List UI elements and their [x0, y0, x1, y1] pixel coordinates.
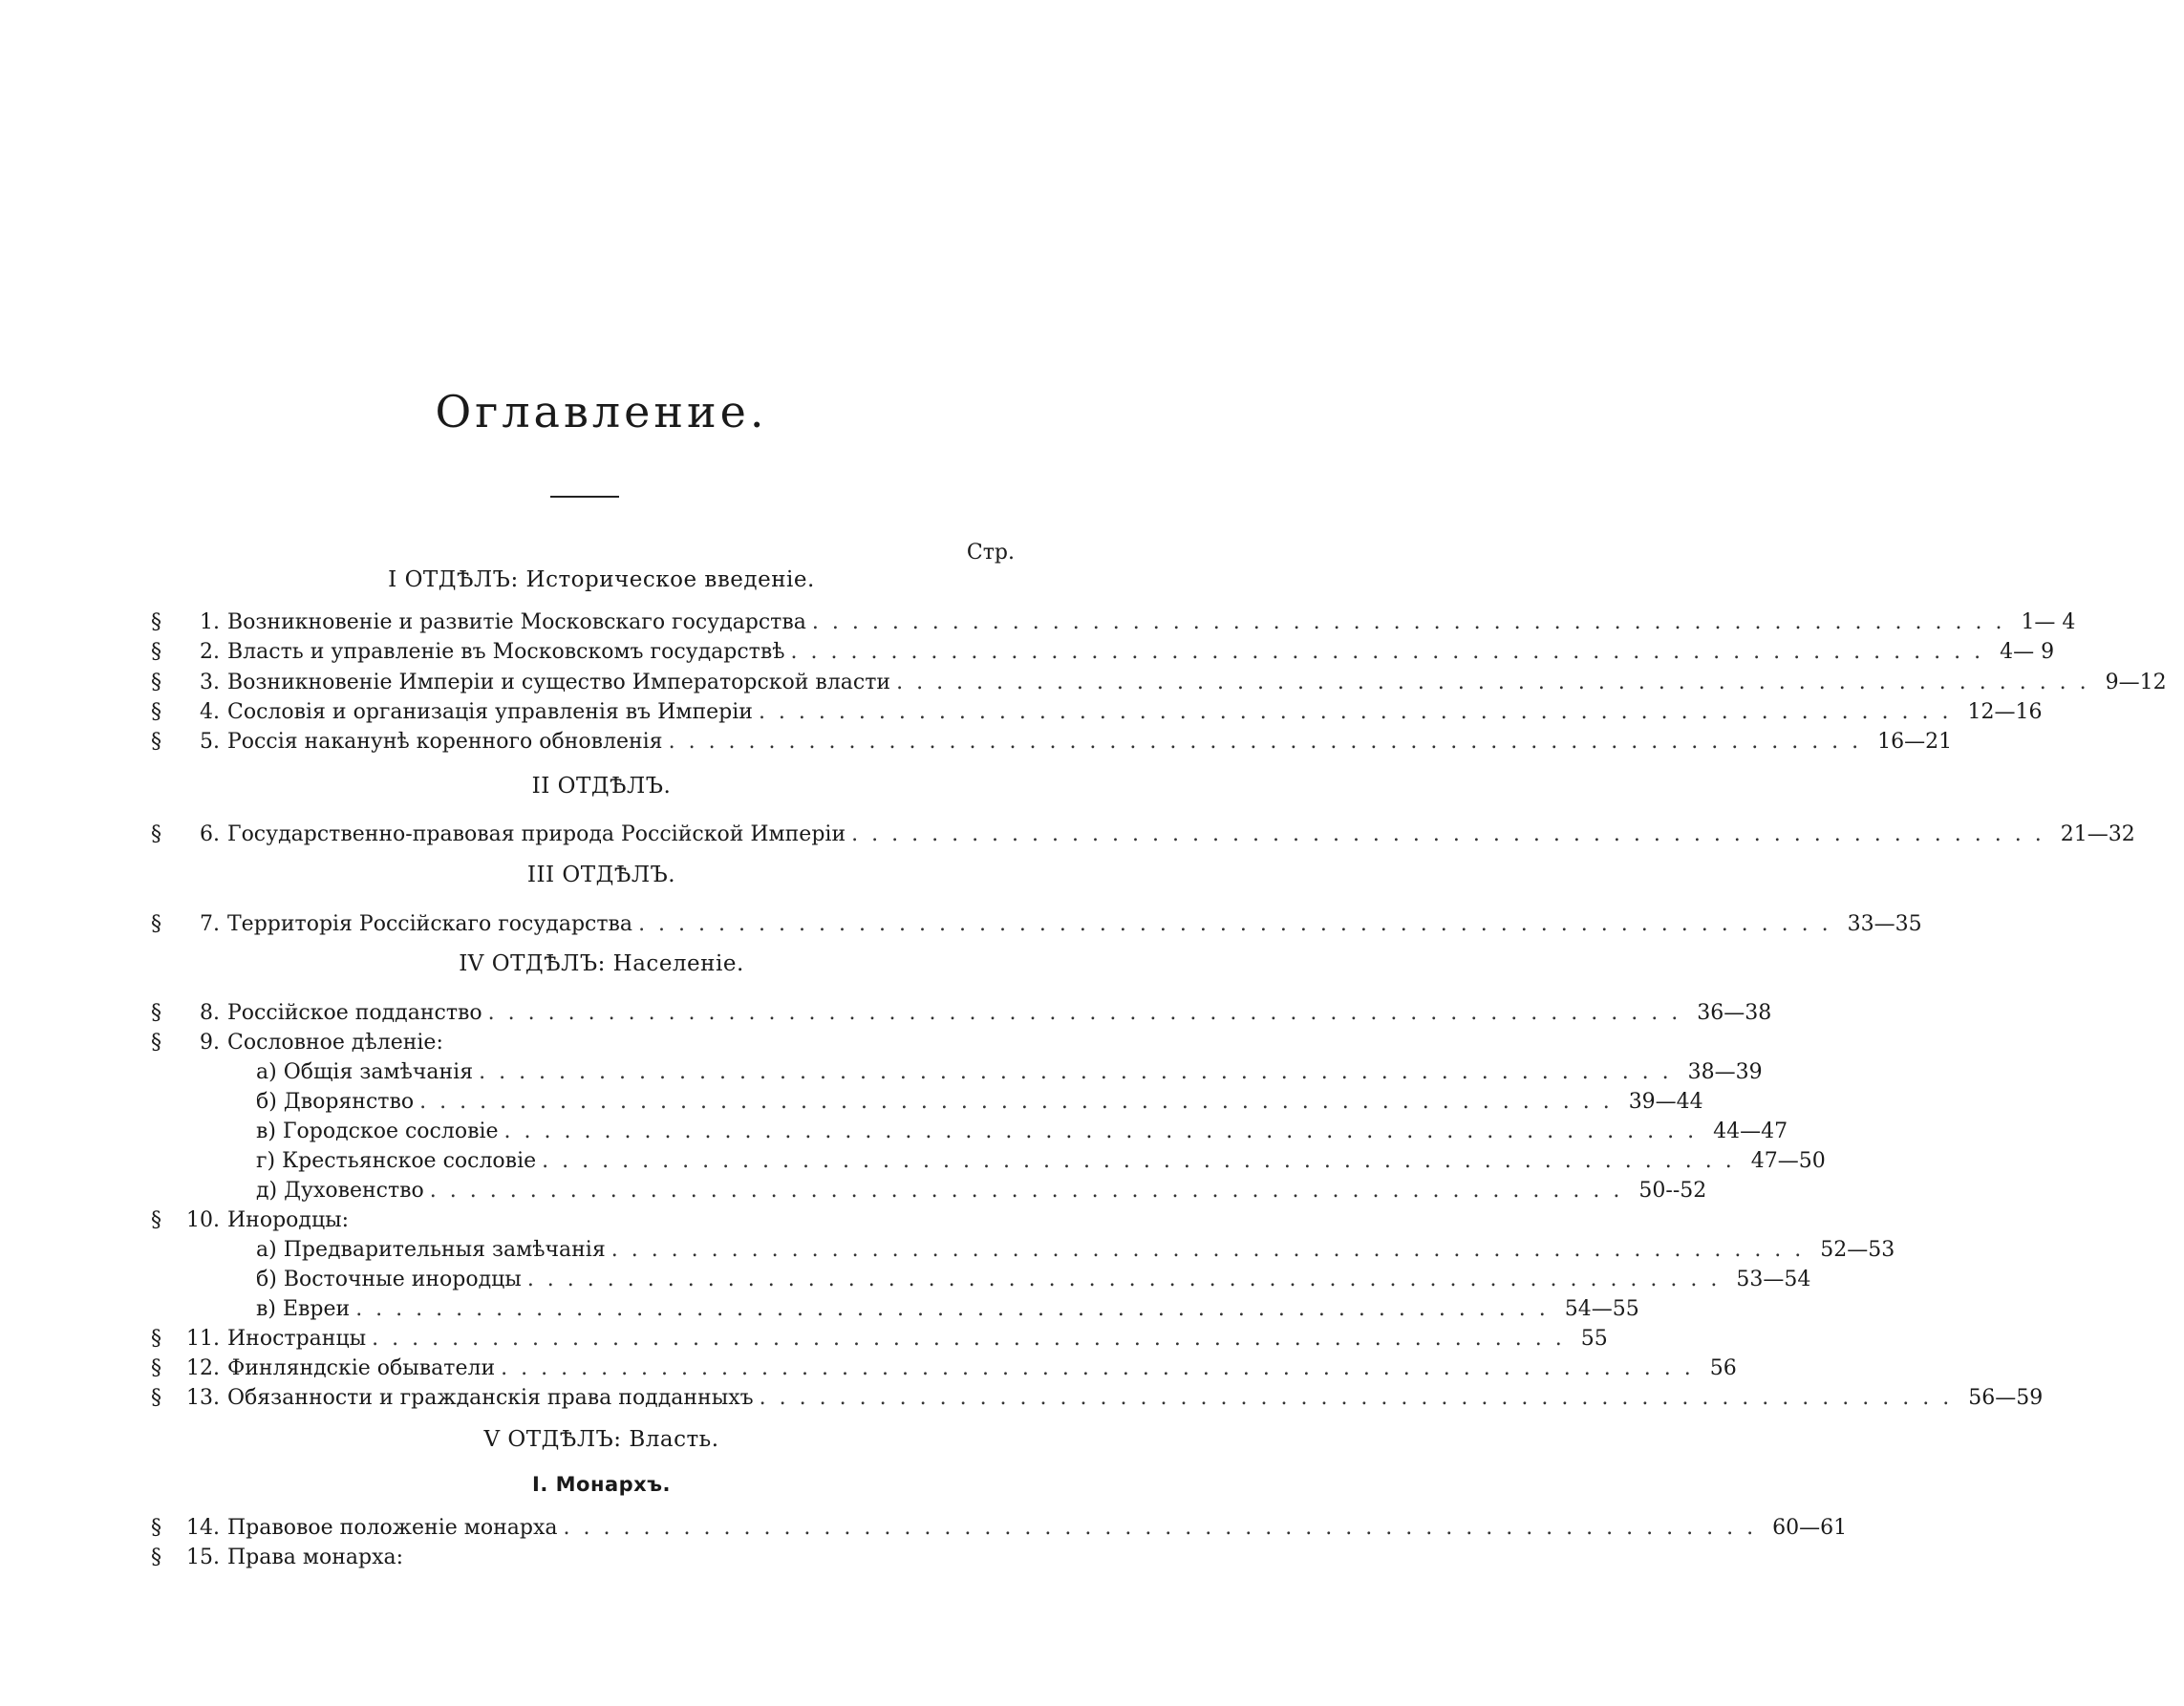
entry-title: Возникновенiе и развитiе Московскаго государства — [227, 610, 806, 634]
entry-number: 8. — [200, 1001, 220, 1025]
entry-title: а) Предварительныя замѣчанiя — [256, 1238, 606, 1262]
entry-title: Обязанности и гражданскiя права подданныхъ — [227, 1386, 754, 1410]
entry-number: 15. — [186, 1546, 220, 1569]
entry-title: б) Восточные инородцы — [256, 1268, 522, 1291]
entry-number: 7. — [200, 912, 220, 936]
entry-pages: 9—12 — [2105, 671, 2167, 694]
entry-pages: 39—44 — [1628, 1090, 1703, 1114]
section-heading: II ОТДѢЛЪ. — [531, 774, 672, 799]
entry-number: 12. — [186, 1356, 220, 1380]
section-sign: § — [151, 1546, 161, 1569]
dot-leader: ............................................................ — [759, 1386, 1963, 1410]
dot-leader: ............................................................ — [563, 1516, 1767, 1540]
section-sign: § — [151, 640, 161, 664]
dot-leader: ............................................................ — [668, 730, 1873, 754]
entry-pages: 33—35 — [1847, 912, 1922, 936]
entry-number: 9. — [200, 1031, 220, 1055]
section-heading: III ОТДѢЛЪ. — [526, 863, 676, 887]
entry-title: Сословное дѣленiе: — [227, 1031, 443, 1055]
entry-pages: 44—47 — [1713, 1120, 1788, 1143]
entry-title: Сословiя и организацiя управленiя въ Имперiи — [227, 700, 753, 724]
section-sign: § — [151, 1208, 161, 1232]
title-divider — [550, 496, 619, 498]
entry-number: 1. — [200, 610, 220, 634]
toc-entry — [151, 1029, 1015, 1057]
dot-leader: ............................................................ — [487, 1001, 1692, 1025]
section-sign: § — [151, 1001, 161, 1025]
entry-pages: 16—21 — [1877, 730, 1953, 754]
toc-entry — [151, 1236, 1895, 1265]
entry-pages: 56 — [1709, 1356, 1737, 1380]
section-sign: § — [151, 822, 161, 846]
dot-leader: ............................................................ — [851, 822, 2055, 846]
dot-leader: ............................................................ — [610, 1238, 1815, 1262]
toc-entry — [151, 1177, 1707, 1205]
entry-pages: 54—55 — [1564, 1297, 1639, 1321]
dot-leader: ............................................................ — [355, 1297, 1559, 1321]
dot-leader: ............................................................ — [896, 671, 2100, 694]
toc-entry — [151, 910, 1922, 939]
section-sign: § — [151, 912, 161, 936]
entry-number: 2. — [200, 640, 220, 664]
entry-pages: 56—59 — [1968, 1386, 2044, 1410]
section-sign: § — [151, 700, 161, 724]
toc-entry — [151, 1088, 1703, 1117]
entry-title: а) Общiя замѣчанiя — [256, 1060, 474, 1084]
dot-leader: ............................................................ — [429, 1179, 1634, 1203]
entry-pages: 50--52 — [1638, 1179, 1707, 1203]
entry-title: Власть и управленiе въ Московскомъ государствѣ — [227, 640, 785, 664]
entry-pages: 12—16 — [1967, 700, 2043, 724]
entry-number: 11. — [186, 1327, 220, 1351]
dot-leader: ............................................................ — [501, 1356, 1704, 1380]
toc-entry — [151, 1058, 1763, 1087]
entry-title: г) Крестьянское сословiе — [256, 1149, 537, 1173]
section-heading: V ОТДѢЛЪ: Власть. — [483, 1427, 719, 1452]
toc-entry — [151, 1384, 2044, 1413]
entry-number: 14. — [186, 1516, 220, 1540]
entry-title: б) Дворянство — [256, 1090, 415, 1114]
entry-pages: 52—53 — [1820, 1238, 1895, 1262]
dot-leader: ............................................................ — [542, 1149, 1745, 1173]
entry-pages: 47—50 — [1750, 1149, 1826, 1173]
section-sign: § — [151, 671, 161, 694]
page-title: Оглавление. — [435, 386, 768, 437]
entry-title: Государственно-правовая природа Россiйской Имперiи — [227, 822, 846, 846]
entry-title: Права монарха: — [227, 1546, 404, 1569]
section-sign: § — [151, 610, 161, 634]
toc-entry — [151, 1118, 1788, 1146]
entry-title: д) Духовенство — [256, 1179, 424, 1203]
toc-entry — [151, 1354, 1737, 1383]
entry-title: Финляндскiе обыватели — [227, 1356, 496, 1380]
entry-pages: 38—39 — [1687, 1060, 1763, 1084]
subsection-heading: I. Монархъ. — [532, 1473, 671, 1496]
dot-leader: ............................................................ — [419, 1090, 1623, 1114]
entry-pages: 55 — [1580, 1327, 1608, 1351]
toc-entry — [151, 669, 2167, 697]
entry-pages: 53—54 — [1736, 1268, 1811, 1291]
toc-entry — [151, 1266, 1811, 1294]
toc-entry — [151, 728, 1953, 757]
section-sign: § — [151, 1516, 161, 1540]
entry-title: Иностранцы — [227, 1327, 367, 1351]
dot-leader: ............................................................ — [790, 640, 1995, 664]
section-heading: I ОТДѢЛЪ: Историческое введенiе. — [388, 567, 815, 592]
entry-pages: 60—61 — [1772, 1516, 1848, 1540]
entry-number: 3. — [200, 671, 220, 694]
section-sign: § — [151, 730, 161, 754]
section-heading: IV ОТДѢЛЪ: Населенiе. — [459, 951, 744, 976]
entry-title: Инородцы: — [227, 1208, 350, 1232]
toc-entry — [151, 821, 2135, 849]
entry-title: Территорiя Россiйскаго государства — [227, 912, 633, 936]
entry-pages: 1— 4 — [2021, 610, 2076, 634]
toc-entry — [151, 698, 2043, 727]
section-sign: § — [151, 1356, 161, 1380]
toc-entry — [151, 1295, 1639, 1324]
entry-number: 5. — [200, 730, 220, 754]
toc-entry — [151, 999, 1772, 1028]
toc-entry — [151, 1147, 1826, 1176]
entry-number: 4. — [200, 700, 220, 724]
entry-pages: 36—38 — [1697, 1001, 1772, 1025]
dot-leader: ............................................................ — [758, 700, 1962, 724]
entry-title: в) Городское сословiе — [256, 1120, 499, 1143]
entry-title: Возникновенiе Имперiи и существо Императорской власти — [227, 671, 891, 694]
entry-number: 10. — [186, 1208, 220, 1232]
entry-number: 13. — [186, 1386, 220, 1410]
entry-pages: 4— 9 — [2000, 640, 2055, 664]
section-sign: § — [151, 1327, 161, 1351]
dot-leader: ............................................................ — [372, 1327, 1575, 1351]
toc-entry — [151, 608, 2076, 637]
toc-entry — [151, 1206, 1015, 1235]
dot-leader: ............................................................ — [811, 610, 2016, 634]
toc-entry — [151, 1544, 1015, 1572]
toc-entry — [151, 1325, 1608, 1354]
page-column-header: Стр. — [966, 541, 1015, 565]
dot-leader: ............................................................ — [503, 1120, 1708, 1143]
toc-entry — [151, 638, 2055, 667]
toc-entry — [151, 1514, 1848, 1543]
entry-title: в) Евреи — [256, 1297, 351, 1321]
section-sign: § — [151, 1386, 161, 1410]
entry-title: Правовое положенiе монарха — [227, 1516, 558, 1540]
dot-leader: ............................................................ — [638, 912, 1842, 936]
entry-number: 6. — [200, 822, 220, 846]
dot-leader: ............................................................ — [479, 1060, 1682, 1084]
section-sign: § — [151, 1031, 161, 1055]
entry-title: Россiйское подданство — [227, 1001, 482, 1025]
dot-leader: ............................................................ — [526, 1268, 1731, 1291]
entry-pages: 21—32 — [2060, 822, 2135, 846]
entry-title: Россiя наканунѣ коренного обновленiя — [227, 730, 663, 754]
